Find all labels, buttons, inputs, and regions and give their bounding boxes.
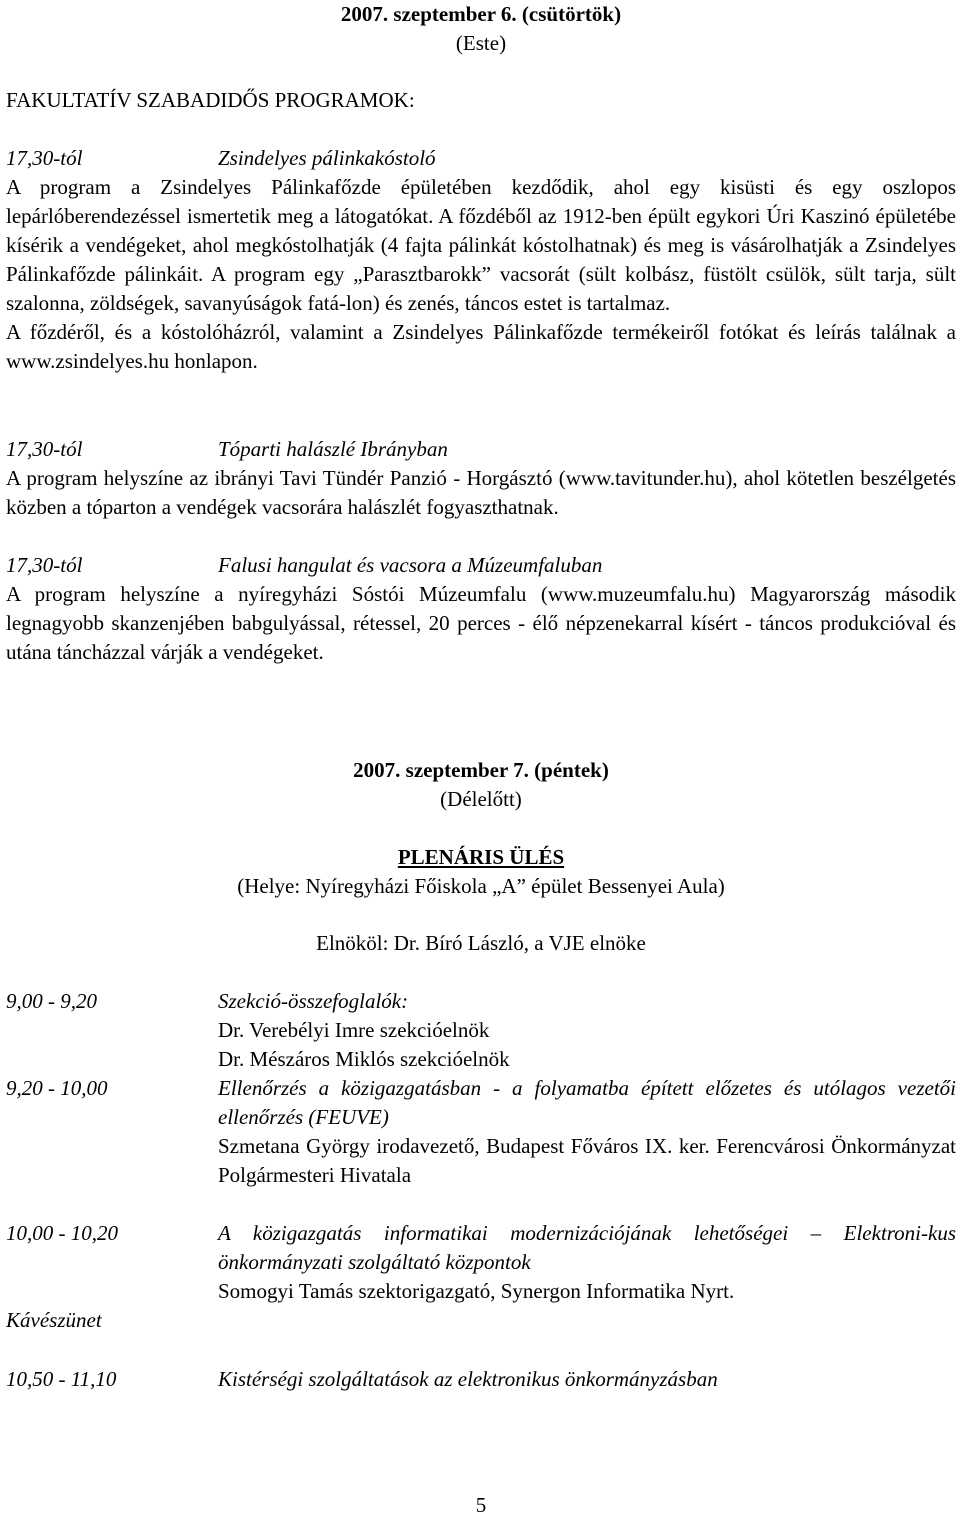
schedule-time: 9,20 - 10,00 [6, 1076, 108, 1100]
schedule-speaker: Szmetana György irodavezető, Budapest Főváros IX. ker. Ferencvárosi Önkormányzat Polgármesteri Hivatala [218, 1134, 956, 1187]
program-1-time: 17,30-tól [6, 146, 83, 170]
program-1 [6, 144, 956, 376]
plenary-chair: Elnököl: Dr. Bíró László, a VJE elnöke [316, 931, 646, 955]
day2-subtitle: (Délelőtt) [440, 787, 522, 811]
day2-date: 2007. szeptember 7. (péntek) [353, 758, 609, 782]
schedule-break: Kávészünet [6, 1308, 102, 1332]
schedule-item-break [6, 1306, 956, 1335]
schedule-speaker: Dr. Verebélyi Imre szekcióelnök [218, 1018, 490, 1042]
schedule-item-3 [6, 1219, 956, 1306]
schedule-time: 10,50 - 11,10 [6, 1367, 117, 1391]
plenary-location: (Helye: Nyíregyházi Főiskola „A” épület Bessenyei Aula) [237, 874, 725, 898]
page-number: 5 [475, 1493, 487, 1517]
program-3-title: Falusi hangulat és vacsora a Múzeumfaluban [218, 553, 603, 577]
plenary-title: PLENÁRIS ÜLÉS [397, 845, 565, 869]
program-2 [6, 435, 956, 522]
schedule-title: Kistérségi szolgáltatások az elektronikus önkormányzásban [218, 1367, 718, 1391]
day1-heading: FAKULTATÍV SZABADIDŐS PROGRAMOK: [6, 88, 415, 112]
day1-date: 2007. szeptember 6. (csütörtök) [340, 2, 622, 26]
schedule-title: Ellenőrzés a közigazgatásban - a folyamatba épített előzetes és utólagos vezetői ellenőrzés (FEUVE) [218, 1076, 956, 1129]
schedule-title: Szekció-összefoglalók: [218, 989, 409, 1013]
schedule-title: A közigazgatás informatikai modernizációjának lehetőségei – Elektroni-kus önkormányzati szolgáltató központok [218, 1221, 956, 1274]
program-1-title: Zsindelyes pálinkakóstoló [218, 146, 436, 170]
program-3-time: 17,30-tól [6, 553, 83, 577]
program-1-info: A főzdéről, és a kóstolóházról, valamint a Zsindelyes Pálinkafőzde termékeiről fotókat és leírás találnak a www.zsindelyes.hu honlapon. [6, 320, 956, 373]
schedule-item-4 [6, 1365, 956, 1394]
program-1-description: A program a Zsindelyes Pálinkafőzde épületében kezdődik, ahol egy kisüsti és egy oszlopos lepárlóberendezéssel ismertetik meg a látogatókat. A főzdéből az 1912-ben épült egykori Úri Kaszinó épületébe kísérik a vendégeket, ahol megkóstolhatják (4 fajta pálinkát kóstolhatnak) és meg is vásárolhatják a Zsindelyes Pálinkafőzde pálinkáit. A program egy „Parasztbarokk” vacsorát (sült kolbász, füstölt csülök, sült tarja, sült szalonna, zöldségek, savanyúságok fatá-lon) és zenés, táncos estet is tartalmaz. [6, 175, 956, 315]
schedule-time: 9,00 - 9,20 [6, 989, 97, 1013]
program-2-time: 17,30-tól [6, 437, 83, 461]
schedule-time: 10,00 - 10,20 [6, 1221, 118, 1245]
program-3 [6, 551, 956, 667]
schedule-speaker: Dr. Mészáros Miklós szekcióelnök [218, 1047, 510, 1071]
day1-subtitle: (Este) [455, 31, 507, 55]
schedule-item-1 [6, 987, 956, 1074]
schedule-speaker: Somogyi Tamás szektorigazgató, Synergon Informatika Nyrt. [218, 1279, 735, 1303]
program-2-description: A program helyszíne az ibrányi Tavi Tündér Panzió - Horgásztó (www.tavitunder.hu), ahol kötetlen beszélgetés közben a tóparton a vendégek vacsorára halászlét fogyaszthatnak. [6, 466, 956, 519]
program-2-title: Tóparti halászlé Ibrányban [218, 437, 448, 461]
schedule-item-2 [6, 1074, 956, 1190]
program-3-description: A program helyszíne a nyíregyházi Sóstói Múzeumfalu (www.muzeumfalu.hu) Magyarország második legnagyobb skanzenjében babgulyással, rétessel, 20 perces - élő népzenekarral kísért - táncos produkcióval és utána táncházzal várják a vendégeket. [6, 582, 956, 664]
